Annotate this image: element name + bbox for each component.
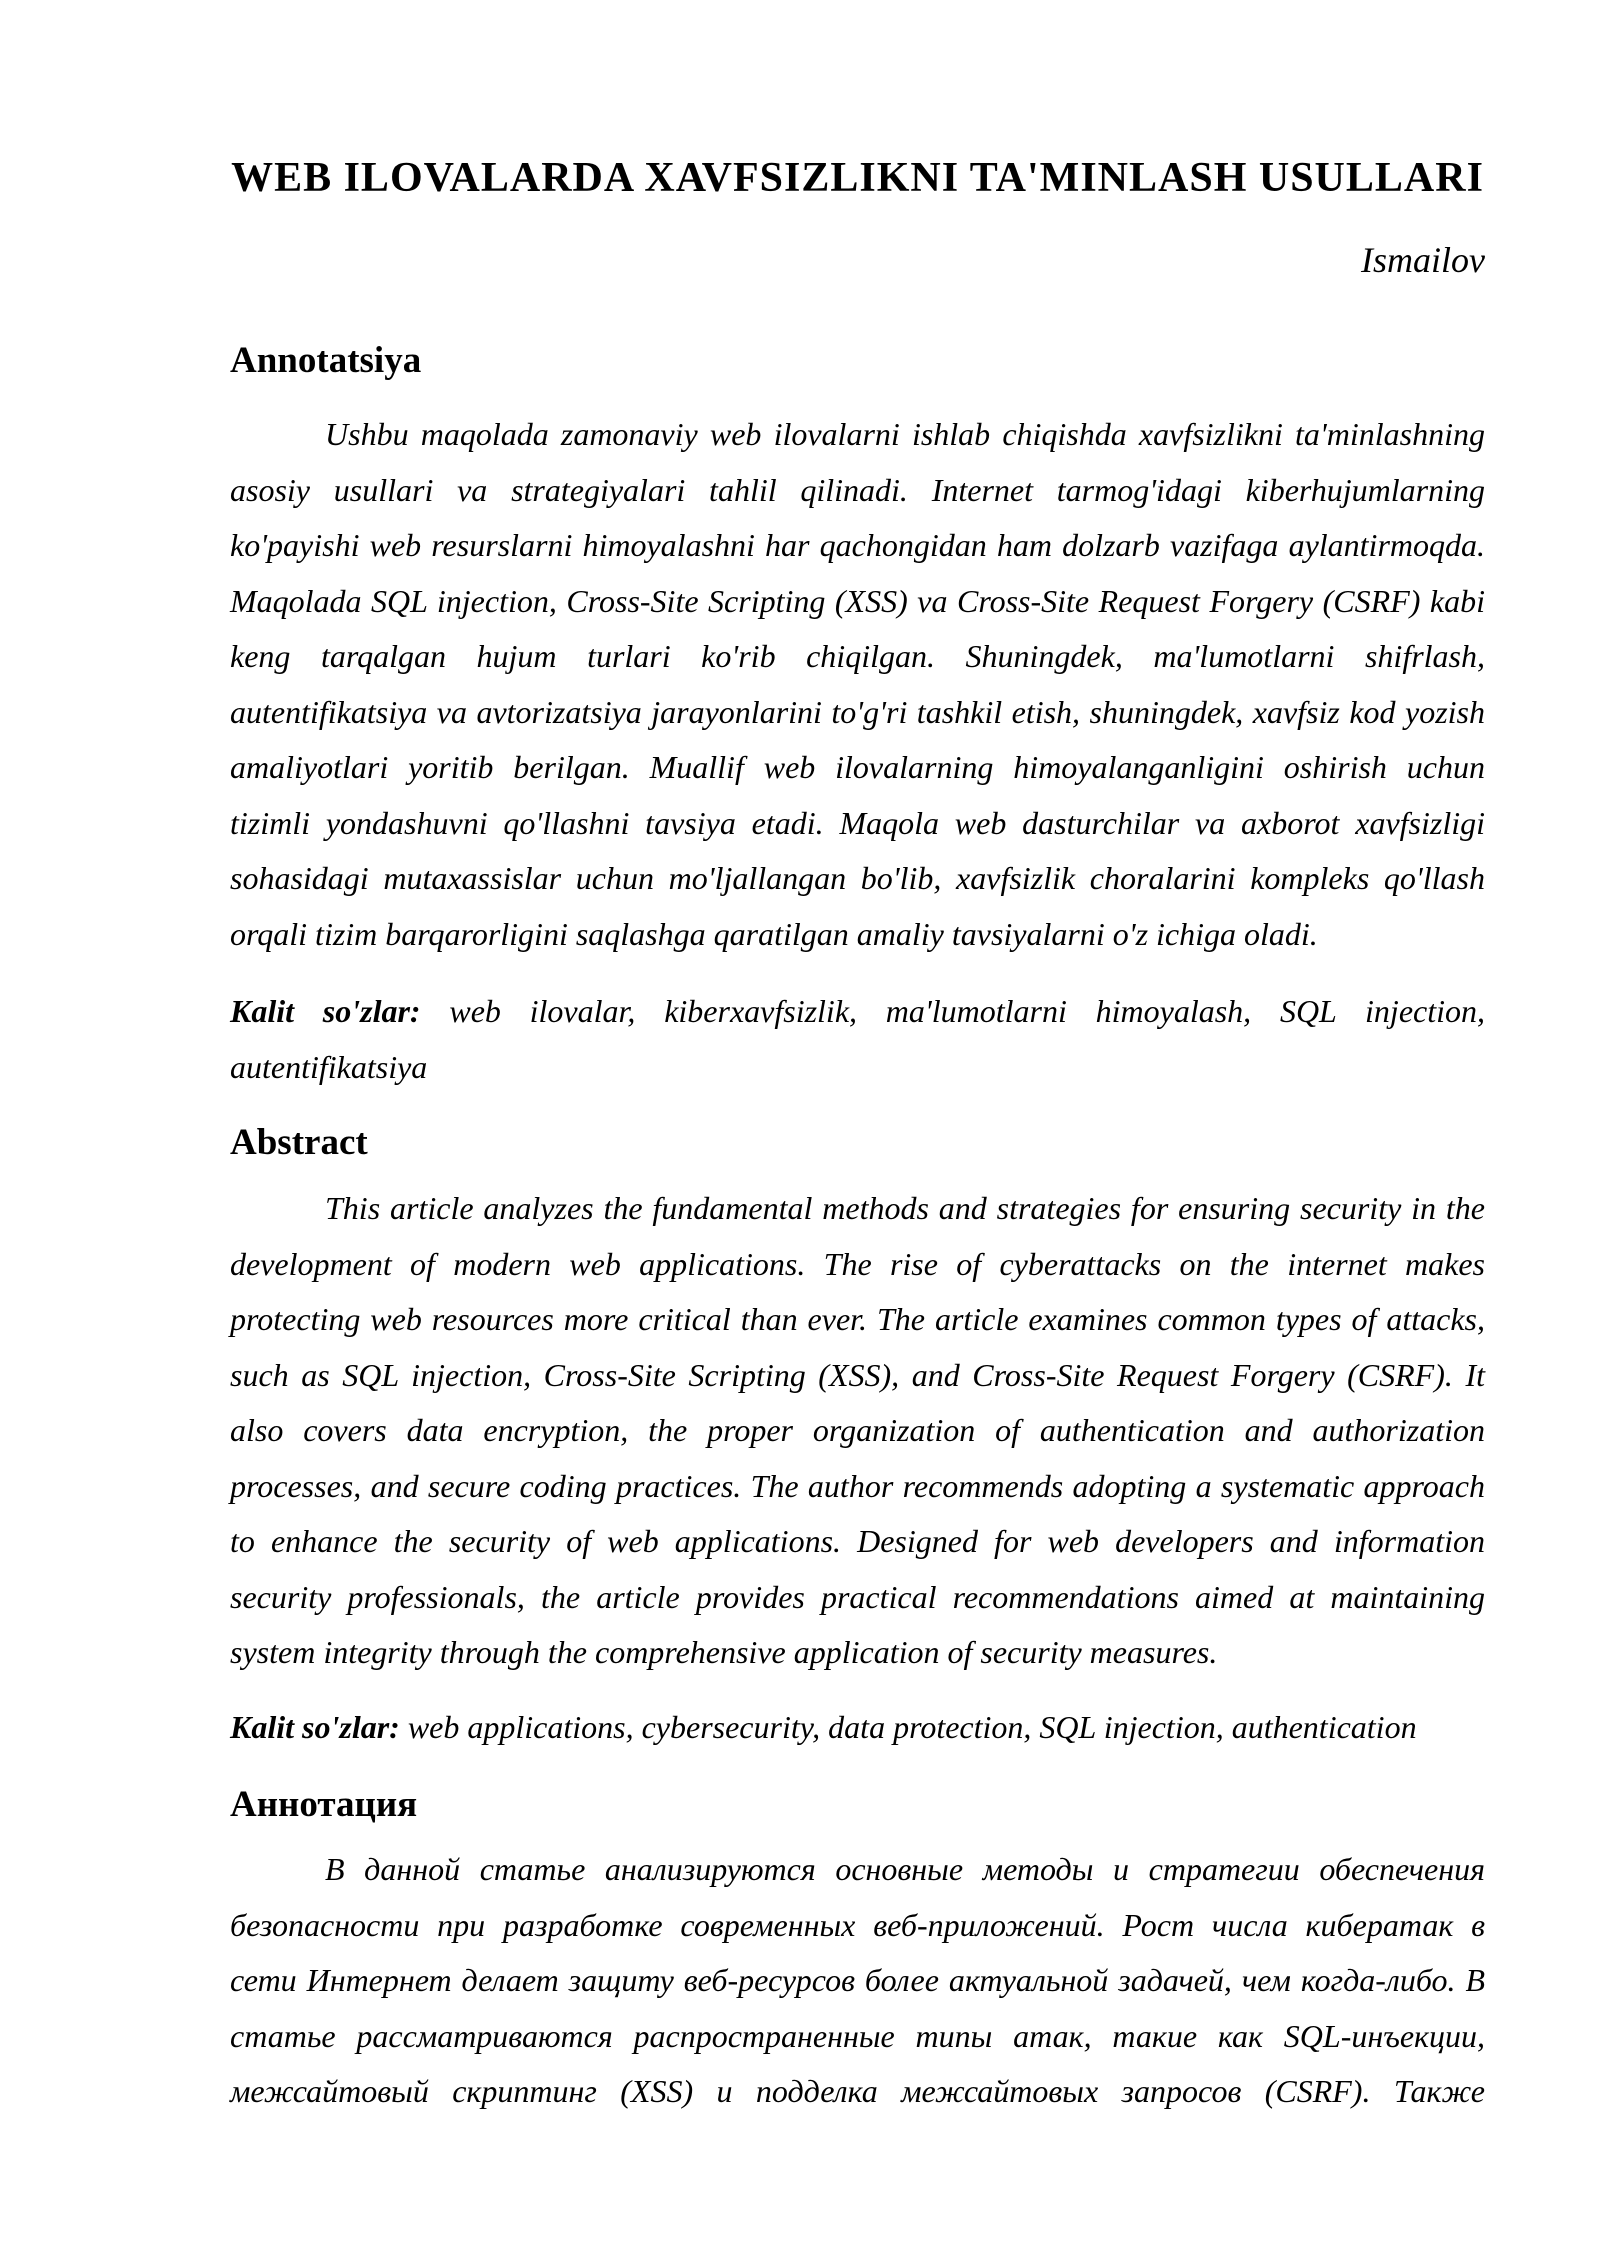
- text-line: amaliyotlari yoritib berilgan. Muallif web ilovalarning himoyalanganligini oshirish uchun: [230, 749, 1485, 785]
- text-line: безопасности при разработке современных веб-приложений. Рост числа кибератак в: [230, 1906, 1485, 1943]
- text-line: tizimli yondashuvni qo'llashni tavsiya etadi. Maqola web dasturchilar va axborot xavfsizligi: [230, 804, 1485, 841]
- text-line: such as SQL injection, Cross-Site Scripting (XSS), and Cross-Site Request Forgery (CSRF). It: [230, 1356, 1485, 1393]
- section-heading-annotation-ru: Аннотация: [230, 1784, 418, 1825]
- text-line: security professionals, the article provides practical recommendations aimed at maintaining: [230, 1578, 1485, 1615]
- text-line: статье рассматриваются распространенные типы атак, такие как SQL-инъекции,: [230, 2017, 1485, 2054]
- keyword-label: Kalit so'zlar:: [230, 1708, 408, 1745]
- text-line: system integrity through the comprehensive application of security measures.: [230, 1634, 1218, 1670]
- keywords-uz: [230, 984, 1485, 1095]
- text-line: Kalit so'zlar: web applications, cybersecurity, data protection, SQL injection, authentication: [230, 1708, 1417, 1745]
- text-line: processes, and secure coding practices. The author recommends adopting a systematic approach: [230, 1467, 1485, 1504]
- text-line: Kalit so'zlar: web ilovalar, kiberxavfsizlik, ma'lumotlarni himoyalash, SQL injection,: [230, 993, 1486, 1029]
- text-line: This article analyzes the fundamental methods and strategies for ensuring security in the: [325, 1190, 1485, 1226]
- paragraph-abstract-en: [230, 1181, 1485, 1681]
- text-line: protecting web resources more critical than ever. The article examines common types of attacks,: [230, 1301, 1485, 1337]
- keyword-label: Kalit so'zlar:: [230, 993, 450, 1029]
- paragraph-annotation-uz: [230, 407, 1485, 962]
- text-line: autentifikatsiya: [230, 1048, 428, 1085]
- section-heading-annotatsiya: Annotatsiya: [230, 340, 422, 381]
- section-heading-abstract: Abstract: [230, 1122, 368, 1163]
- paragraph-annotation-ru: [230, 1842, 1485, 2120]
- author-name: Ismailov: [1361, 240, 1485, 280]
- page-title: WEB ILOVALARDA XAVFSIZLIKNI TA'MINLASH USULLARI: [231, 155, 1484, 201]
- text-line: to enhance the security of web applications. Designed for web developers and information: [230, 1523, 1485, 1559]
- text-line: orqali tizim barqarorligini saqlashga qaratilgan amaliy tavsiyalarni o'z ichiga oladi.: [230, 915, 1318, 952]
- text-line: ko'payishi web resurslarni himoyalashni har qachongidan ham dolzarb vazifaga aylantirmoqda.: [230, 527, 1485, 563]
- text-line: Ushbu maqolada zamonaviy web ilovalarni ishlab chiqishda xavfsizlikni ta'minlashning: [325, 416, 1485, 452]
- text-line: межсайтовый скриптинг (XSS) и подделка межсайтовых запросов (CSRF). Также: [230, 2073, 1485, 2109]
- text-line: keng tarqalgan hujum turlari ko'rib chiqilgan. Shuningdek, ma'lumotlarni shifrlash,: [230, 638, 1485, 674]
- text-line: sohasidagi mutaxassislar uchun mo'ljallangan bo'lib, xavfsizlik choralarini kompleks qo'llash: [230, 860, 1485, 896]
- text-line: asosiy usullari va strategiyalari tahlil qilinadi. Internet tarmog'idagi kiberhujumlarning: [230, 471, 1485, 508]
- text-line: development of modern web applications. The rise of cyberattacks on the internet makes: [230, 1245, 1485, 1282]
- text-line: В данной статье анализируются основные методы и стратегии обеспечения: [325, 1851, 1485, 1887]
- text-line: autentifikatsiya va avtorizatsiya jarayonlarini to'g'ri tashkil etish, shuningdek, xavfsiz kod yozish: [230, 693, 1485, 730]
- text-line: сети Интернет делает защиту веб-ресурсов более актуальной задачей, чем когда-либо. В: [230, 1962, 1485, 1998]
- keywords-en: [230, 1700, 1485, 1756]
- text-line: Maqolada SQL injection, Cross-Site Scripting (XSS) va Cross-Site Request Forgery (CSRF) kabi: [230, 582, 1485, 619]
- text-line: also covers data encryption, the proper organization of authentication and authorization: [230, 1412, 1485, 1448]
